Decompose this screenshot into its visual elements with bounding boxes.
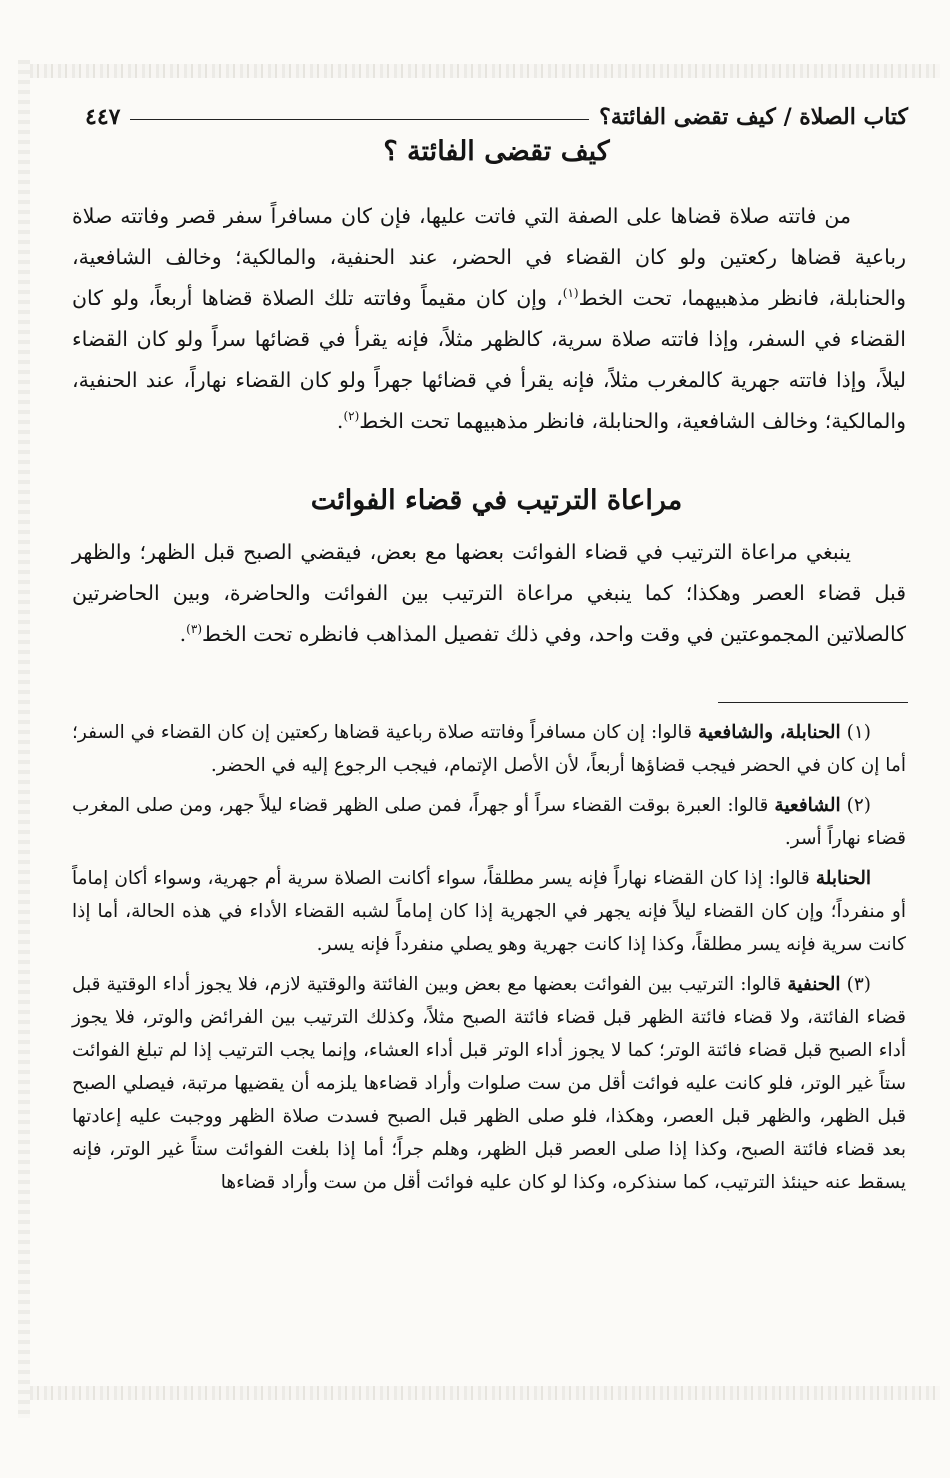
footnote-separator — [718, 702, 908, 703]
footnote-ref-1[interactable]: (١) — [562, 286, 579, 301]
paragraph: من فاتته صلاة قضاها على الصفة التي فاتت عليها، فإن كان مسافراً سفر قصر وفاتته صلاة رباعية قضاها ركعتين ولو كان القضاء في الحضر، عند الحنفية، والمالكية؛ وخالف الشافعية، والحنابلة، فانظر مذهبيهما، تحت الخط$^{(١)}$، وإن كان مقيماً وفاتته تلك الصلاة قضاها أربعاً، ولو كان القضاء في السفر، وإذا فاتته صلاة سرية، كالظهر مثلاً، فإنه يقرأ في قضائها سراً ولو كان القضاء ليلاً، وإذا فاتته جهرية كالمغرب مثلاً، فإنه يقرأ في قضائها جهراً ولو كان القضاء نهاراً، عند الحنفية، والمالكية؛ وخالف الشافعية، والحنابلة، فانظر مذهبيهما تحت الخط$^{(٢)}$. — [72, 204, 906, 433]
scan-edge-left — [18, 60, 30, 1418]
page-number: ٤٤٧ — [85, 104, 121, 130]
header-title: كتاب الصلاة / كيف تقضى الفائتة؟ — [599, 104, 908, 130]
scan-edge-top — [30, 64, 940, 78]
footnote-1: (١) الحنابلة، والشافعية قالوا: إن كان مسافراً وفاتته صلاة رباعية قضاها ركعتين إن كان القضاء في السفر؛ أما إن كان في الحضر فيجب قضاؤها أربعاً، لأن الأصل الإتمام، فيجب الرجوع إليه في الحضر. — [72, 722, 906, 776]
footnote-2-hanbali: الحنابلة قالوا: إذا كان القضاء نهاراً فإنه يسر مطلقاً، سواء أكانت الصلاة سرية أم جهرية، وسواء أكان إماماً أو منفرداً؛ وإن كان القضاء ليلاً فإنه يجهر في الجهرية إذا كان إماماً لشبه القضاء الأداء في هذه الحالة، أما إذا كانت سرية فإنه يسر مطلقاً، وكذا إذا كانت جهرية وهو يصلي منفرداً فإنه يسر. — [72, 868, 906, 955]
footnote-ref-3[interactable]: (٣) — [186, 622, 202, 637]
footnote-ref-2[interactable]: (٢) — [343, 409, 360, 424]
footnote-2: (٢) الشافعية قالوا: العبرة بوقت القضاء سراً أو جهراً، فمن صلى الظهر قضاء ليلاً جهر، ومن صلى المغرب قضاء نهاراً أسر. — [72, 795, 906, 849]
header-rule — [130, 119, 589, 120]
paragraph: ينبغي مراعاة الترتيب في قضاء الفوائت بعضها مع بعض، فيقضي الصبح قبل الظهر؛ والظهر قبل قضاء العصر وهكذا؛ كما ينبغي مراعاة الترتيب بين الفوائت والحاضرة، وبين الحاضرتين كالصلاتين المجموعتين في وقت واحد، وفي ذلك تفصيل المذاهب فانظره تحت الخط$^{(٣)}$. — [72, 540, 906, 646]
section-heading-order: مراعاة الترتيب في قضاء الفوائت — [310, 485, 683, 516]
running-header — [85, 90, 908, 130]
scan-edge-bottom — [30, 1386, 940, 1400]
section-body-make-up — [72, 196, 906, 442]
footnotes — [72, 716, 906, 1206]
footnote-3: (٣) الحنفية قالوا: الترتيب بين الفوائت بعضها مع بعض وبين الفائتة والوقتية لازم، فلا يجوز أداء الوقتية قبل قضاء الفائتة، ولا قضاء فائتة الظهر قبل قضاء فائتة الصبح مثلاً، وكذلك الترتيب بين الفرائض والوتر، فلا يجوز أداء الصبح قبل قضاء فائتة الوتر؛ كما لا يجوز أداء الوتر قبل أداء العشاء، وإنما يجب الترتيب إذا لم تبلغ الفوائت ستاً غير الوتر، فلو كانت عليه فوائت أقل من ست صلوات وأراد قضاءها يلزمه أن يقضيها مرتبة، فيصلي الصبح قبل الظهر، والظهر قبل العصر، وهكذا، فلو صلى الظهر قبل الصبح فسدت صلاة الظهر ووجبت عليه إعادتها بعد قضاء فائتة الصبح، وكذا إذا صلى العصر قبل الظهر، وهلم جراً؛ أما إذا بلغت الفوائت ستاً غير الوتر، فإنه يسقط عنه حينئذ الترتيب، كما سنذكره، وكذا لو كان عليه فوائت أقل من ست وأراد قضاءها — [72, 974, 906, 1193]
section-heading-make-up: كيف تقضى الفائتة ؟ — [383, 136, 610, 167]
section-body-order — [72, 532, 906, 655]
